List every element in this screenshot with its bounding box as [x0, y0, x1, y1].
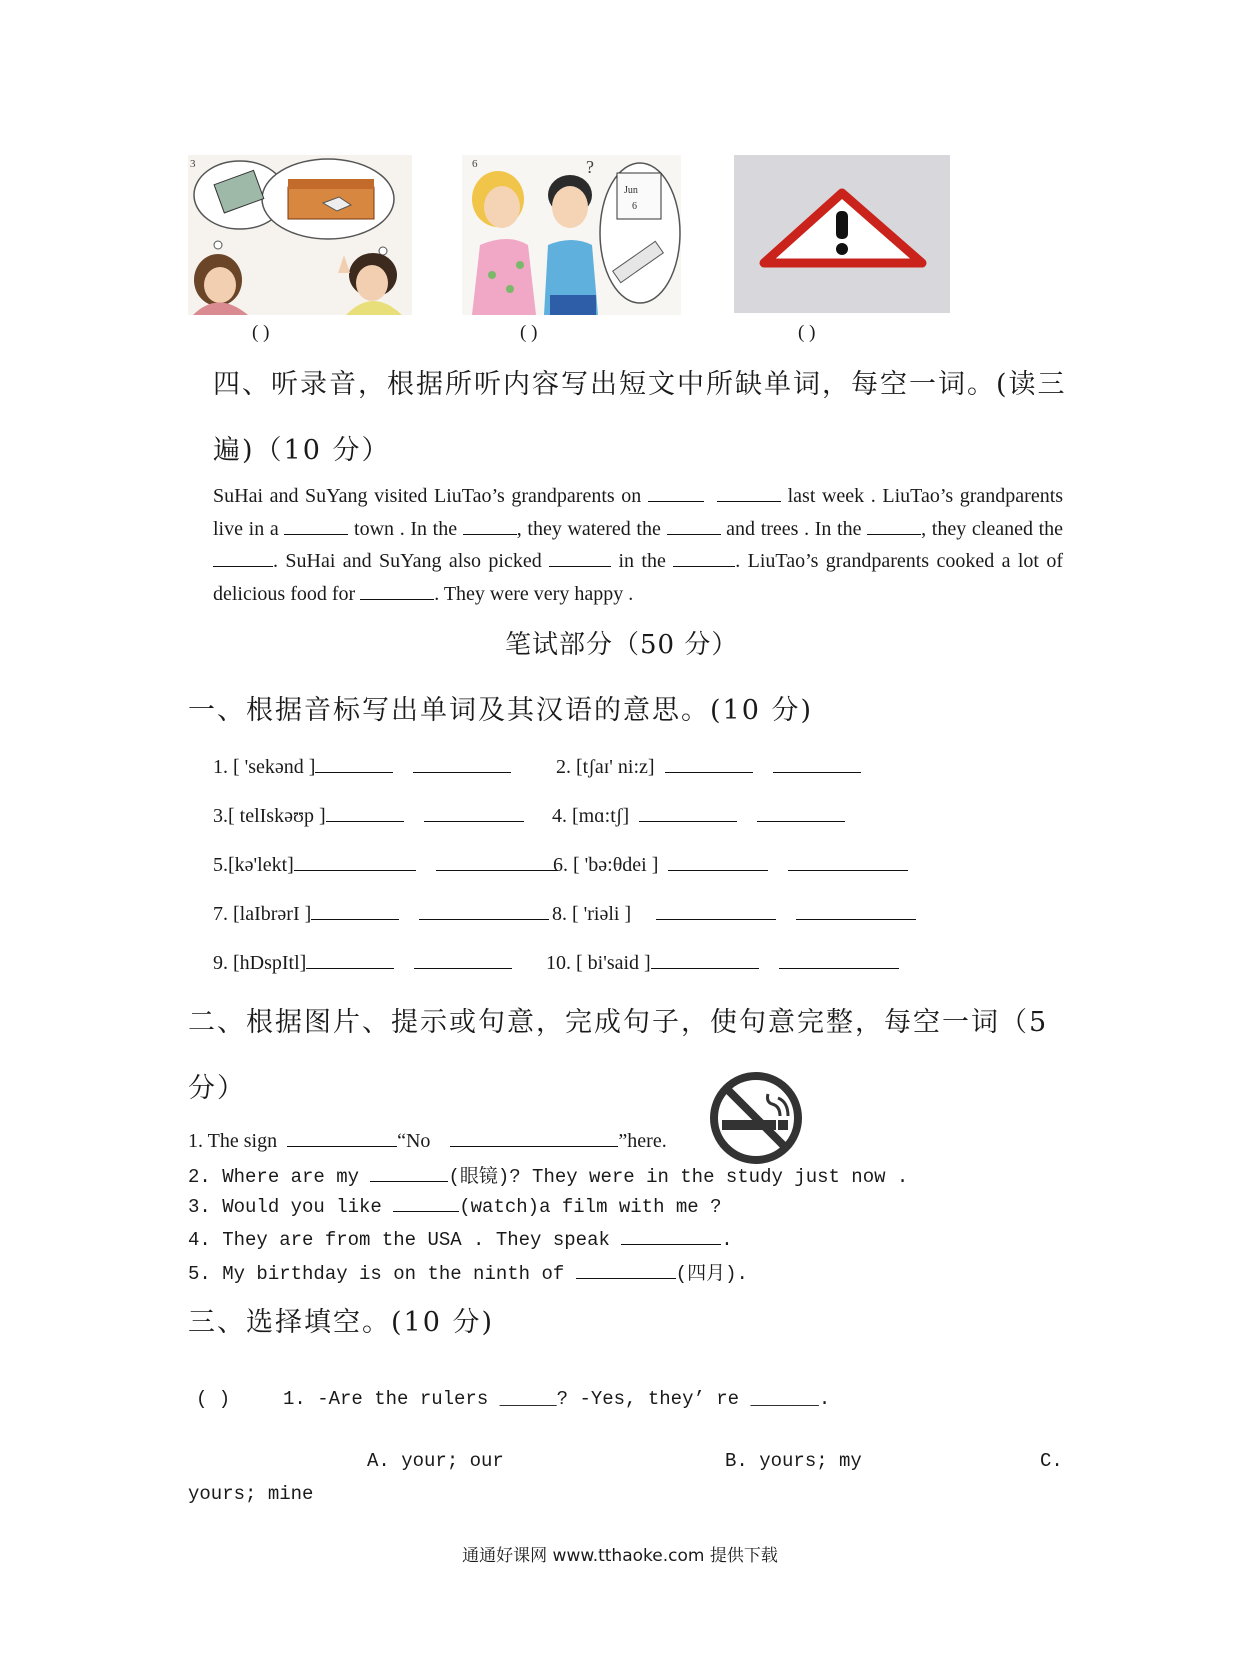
sentence-3: 3. Would you like (watch)a film with me ?: [188, 1193, 722, 1218]
option-b[interactable]: B. yours; my: [725, 1450, 862, 1472]
sentence-2: 2. Where are my (眼镜)? They were in the study just now .: [188, 1161, 908, 1188]
no-smoking-icon: [708, 1070, 804, 1166]
section2-heading-line1: 二、根据图片、提示或句意，完成句子，使句意完整，每空一词（5: [188, 1007, 1049, 1038]
sentence-1: 1. The sign “No ”here.: [188, 1130, 667, 1152]
word-blank[interactable]: [315, 754, 393, 773]
pic1-number: 3: [190, 158, 196, 170]
section2-heading-line2: 分）: [188, 1073, 246, 1104]
blank[interactable]: [393, 1193, 459, 1212]
phonetic-item-8: 8. [ 'riəli ]: [552, 901, 916, 926]
blank[interactable]: [621, 1226, 721, 1245]
written-part-title: 笔试部分（50 分）: [505, 630, 739, 660]
sentence-4: 4. They are from the USA . They speak .: [188, 1226, 733, 1251]
blank[interactable]: [667, 516, 721, 535]
listening-heading-line1: 四、听录音，根据所听内容写出短文中所缺单词，每空一词。(读三: [213, 369, 1067, 400]
blank[interactable]: [213, 548, 273, 567]
meaning-blank[interactable]: [796, 901, 916, 920]
word-blank[interactable]: [306, 950, 394, 969]
phonetic-item-10: 10. [ bi'said ]: [546, 950, 899, 975]
phonetic-item-2: 2. [tʃaɪ' ni:z]: [556, 754, 861, 779]
picture-3-warning-sign: [734, 155, 950, 313]
meaning-blank[interactable]: [413, 754, 511, 773]
blank[interactable]: [463, 516, 517, 535]
phonetic-item-5: 5.[kə'lekt]: [213, 852, 558, 877]
answer-paren-2[interactable]: ( ): [520, 322, 538, 343]
phonetic-item-1: 1. [ 'sekənd ]: [213, 754, 511, 779]
blank[interactable]: [717, 483, 781, 502]
word-blank[interactable]: [294, 852, 416, 871]
option-a[interactable]: A. your; our: [367, 1450, 504, 1472]
blank[interactable]: [673, 548, 735, 567]
pic2-number: 6: [472, 158, 478, 170]
section1-heading: 一、根据音标写出单词及其汉语的意思。(10 分): [188, 695, 814, 726]
sentence-5: 5. My birthday is on the ninth of (四月).: [188, 1258, 748, 1285]
listening-passage: SuHai and SuYang visited LiuTao’s grandparents on last week . LiuTao’s grandparents live in a town . In the , they watered the and trees . In the , they cleaned the . SuHai and SuYang also picked in the . LiuTao’s grandparents cooked a lot of delicious food for . They were very happy .: [213, 485, 1064, 605]
word-blank[interactable]: [668, 852, 768, 871]
meaning-blank[interactable]: [424, 803, 524, 822]
option-c-text: yours; mine: [188, 1483, 314, 1505]
answer-paren-1[interactable]: ( ): [252, 322, 270, 343]
question-1: 1. -Are the rulers _____? -Yes, they’ re ______.: [283, 1388, 831, 1410]
word-blank[interactable]: [639, 803, 737, 822]
meaning-blank[interactable]: [757, 803, 845, 822]
phonetic-item-4: 4. [mɑ:tʃ]: [552, 803, 845, 828]
meaning-blank[interactable]: [779, 950, 899, 969]
section3-heading: 三、选择填空。(10 分): [188, 1307, 495, 1338]
blank[interactable]: [360, 581, 434, 600]
phonetic-item-7: 7. [laIbrərI ]: [213, 901, 549, 926]
phonetic-item-6: 6. [ 'bə:θdei ]: [553, 852, 908, 877]
meaning-blank[interactable]: [773, 754, 861, 773]
phonetic-item-9: 9. [hDspItl]: [213, 950, 512, 975]
svg-text:Jun: Jun: [624, 185, 638, 196]
blank[interactable]: [576, 1260, 676, 1279]
blank[interactable]: [648, 483, 704, 502]
option-c[interactable]: C.: [1040, 1450, 1063, 1472]
blank[interactable]: [549, 548, 611, 567]
blank[interactable]: [370, 1163, 448, 1182]
word-blank[interactable]: [311, 901, 399, 920]
picture-1-children-thinking: [188, 155, 412, 315]
blank[interactable]: [284, 516, 348, 535]
listening-heading-line2: 遍)（10 分）: [213, 435, 391, 466]
meaning-blank[interactable]: [414, 950, 512, 969]
svg-text:?: ?: [586, 157, 594, 177]
phonetic-item-3: 3.[ telIskəʊp ]: [213, 803, 524, 828]
meaning-blank[interactable]: [436, 852, 558, 871]
word-blank[interactable]: [665, 754, 753, 773]
blank[interactable]: [867, 516, 921, 535]
meaning-blank[interactable]: [788, 852, 908, 871]
answer-paren-3[interactable]: ( ): [798, 322, 816, 343]
svg-text:6: 6: [632, 201, 637, 212]
question-1-paren[interactable]: ( ): [196, 1388, 231, 1410]
blank[interactable]: [287, 1128, 397, 1147]
footer-source: 通通好课网 www.tthaoke.com 提供下载: [462, 1546, 778, 1566]
word-blank[interactable]: [326, 803, 404, 822]
meaning-blank[interactable]: [419, 901, 549, 920]
word-blank[interactable]: [651, 950, 759, 969]
word-blank[interactable]: [656, 901, 776, 920]
blank[interactable]: [450, 1128, 618, 1147]
picture-2-children-talking: [462, 155, 681, 315]
